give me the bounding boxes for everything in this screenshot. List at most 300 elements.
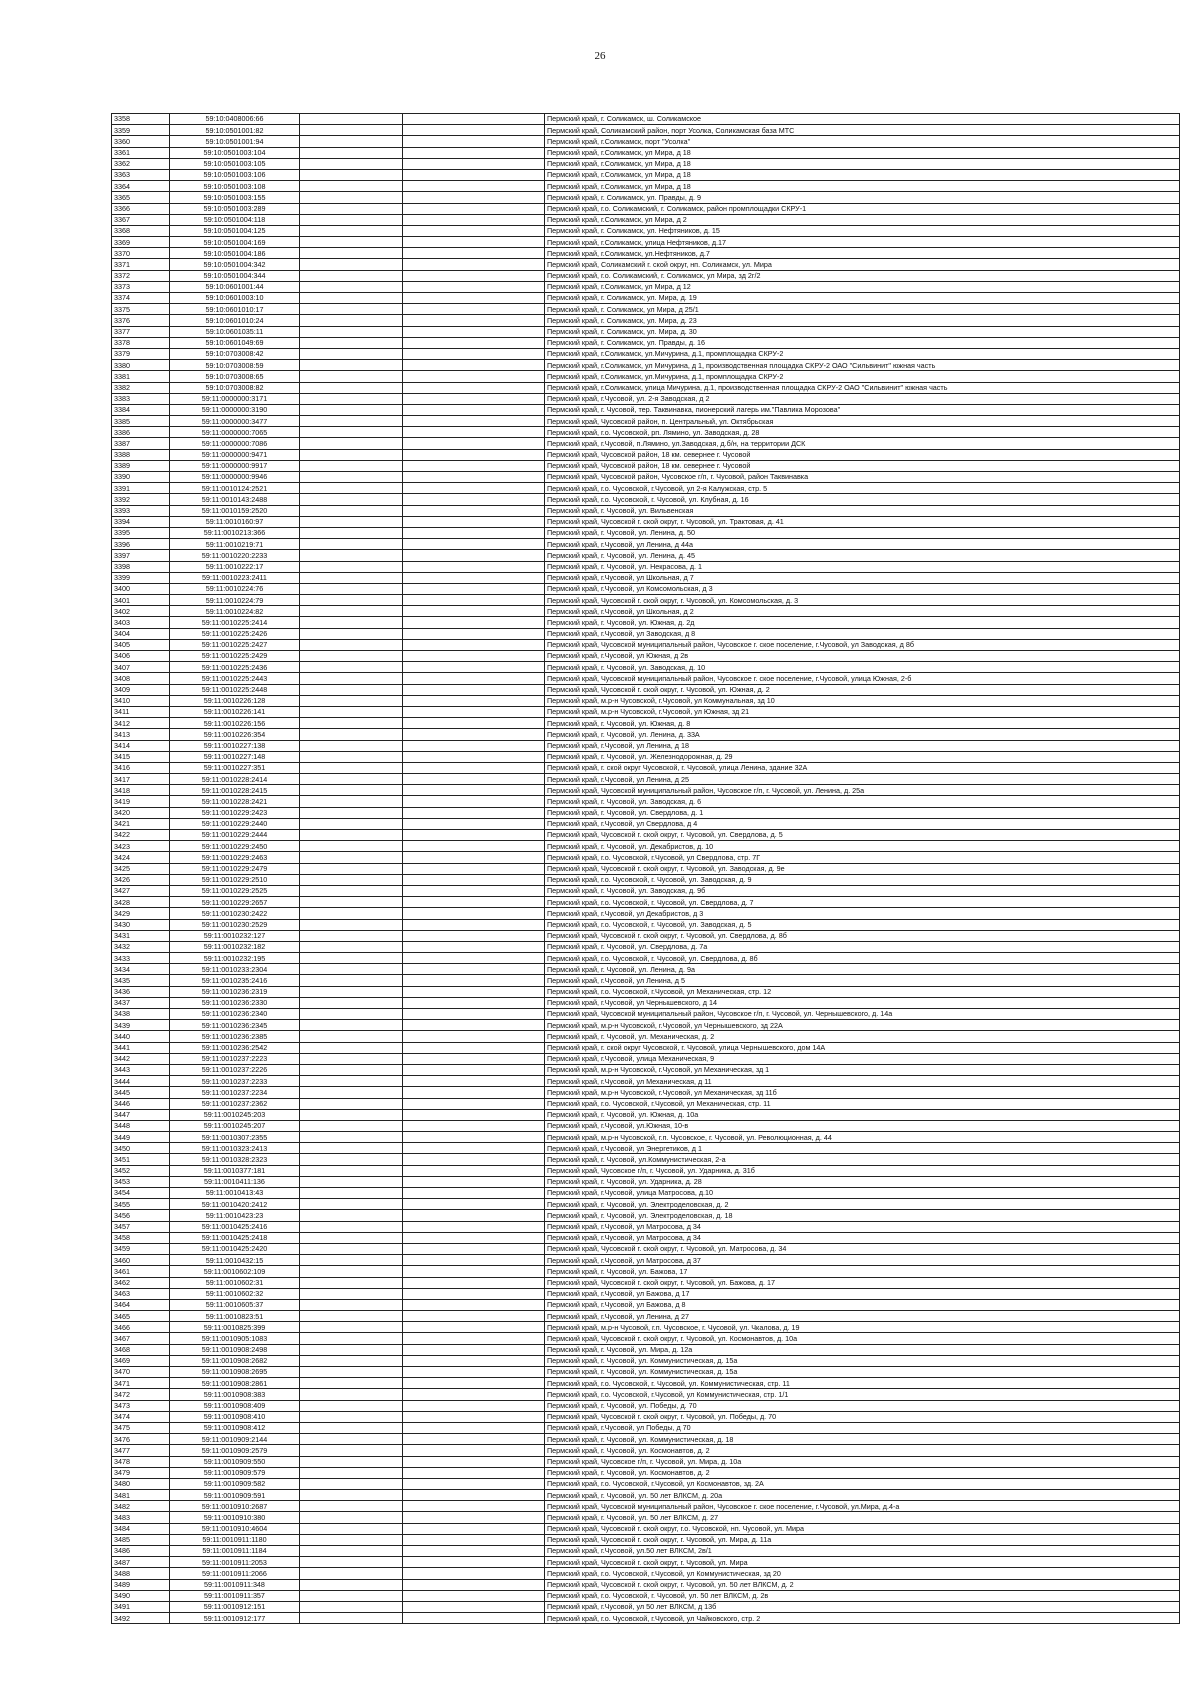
address-cell: Пермский край, г.Чусовой, ул Матросова, д 37 [545, 1255, 1180, 1266]
table-row [112, 1042, 1180, 1053]
row-number-cell: 3448 [112, 1120, 170, 1131]
row-number-cell: 3412 [112, 718, 170, 729]
table-row [112, 1579, 1180, 1590]
empty-cell [300, 114, 403, 125]
empty-cell [403, 908, 545, 919]
row-number-cell: 3360 [112, 136, 170, 147]
table-row [112, 751, 1180, 762]
address-cell: Пермский край, г.Чусовой, ул 50 лет ВЛКСМ, д 13б [545, 1601, 1180, 1612]
table-row [112, 863, 1180, 874]
table-row [112, 393, 1180, 404]
address-cell: Пермский край, г. Соликамск, ул Мира, д 25/1 [545, 304, 1180, 315]
empty-cell [403, 1378, 545, 1389]
address-cell: Пермский край, г. Чусовой, ул. Коммунистическая, д. 15а [545, 1355, 1180, 1366]
row-number-cell: 3365 [112, 192, 170, 203]
row-number-cell: 3392 [112, 494, 170, 505]
address-cell: Пермский край, г. Чусовой, ул.Коммунистическая, 2-а [545, 1154, 1180, 1165]
cadastral-number-cell: 59:11:0010908:412 [170, 1422, 300, 1433]
empty-cell [403, 1020, 545, 1031]
address-cell: Пермский край, г. Чусовой, ул. Космонавтов, д. 2 [545, 1445, 1180, 1456]
cadastral-number-cell: 59:10:0501003:105 [170, 158, 300, 169]
table-row [112, 595, 1180, 606]
empty-cell [403, 964, 545, 975]
row-number-cell: 3471 [112, 1378, 170, 1389]
empty-cell [300, 181, 403, 192]
row-number-cell: 3396 [112, 539, 170, 550]
empty-cell [403, 337, 545, 348]
address-cell: Пермский край, г. Соликамск, ул. Правды, д. 9 [545, 192, 1180, 203]
table-row [112, 651, 1180, 662]
empty-cell [403, 449, 545, 460]
empty-cell [300, 1422, 403, 1433]
address-cell: Пермский край, г.о. Чусовской, г.Чусовой, ул 2-я Калужская, стр. 5 [545, 483, 1180, 494]
row-number-cell: 3382 [112, 382, 170, 393]
cadastral-number-cell: 59:10:0501004:344 [170, 270, 300, 281]
table-row [112, 371, 1180, 382]
address-cell: Пермский край, г.о. Соликамский, г. Соликамск, ул Мира, зд 2г/2 [545, 270, 1180, 281]
table-row [112, 1243, 1180, 1254]
cadastral-number-cell: 59:11:0010909:579 [170, 1467, 300, 1478]
empty-cell [300, 1165, 403, 1176]
table-row [112, 1165, 1180, 1176]
empty-cell [403, 192, 545, 203]
table-row [112, 438, 1180, 449]
empty-cell [403, 1355, 545, 1366]
empty-cell [403, 830, 545, 841]
cadastral-number-cell: 59:11:0010232:182 [170, 941, 300, 952]
row-number-cell: 3409 [112, 684, 170, 695]
empty-cell [300, 1557, 403, 1568]
row-number-cell: 3368 [112, 225, 170, 236]
table-row [112, 874, 1180, 885]
table-row [112, 1445, 1180, 1456]
empty-cell [403, 393, 545, 404]
empty-cell [300, 1434, 403, 1445]
empty-cell [300, 1042, 403, 1053]
address-cell: Пермский край, г.о. Чусовской, г.Чусовой, ул Механическая, стр. 11 [545, 1098, 1180, 1109]
row-number-cell: 3460 [112, 1255, 170, 1266]
cadastral-number-cell: 59:11:0010223:2411 [170, 572, 300, 583]
empty-cell [403, 885, 545, 896]
table-row [112, 147, 1180, 158]
cadastral-number-cell: 59:11:0010237:2362 [170, 1098, 300, 1109]
empty-cell [403, 1277, 545, 1288]
cadastral-number-cell: 59:11:0010232:127 [170, 930, 300, 941]
table-row [112, 348, 1180, 359]
empty-cell [300, 1020, 403, 1031]
table-row [112, 1120, 1180, 1131]
cadastral-number-cell: 59:11:0010423:23 [170, 1210, 300, 1221]
row-number-cell: 3419 [112, 796, 170, 807]
empty-cell [300, 527, 403, 538]
table-row [112, 1266, 1180, 1277]
row-number-cell: 3452 [112, 1165, 170, 1176]
row-number-cell: 3458 [112, 1232, 170, 1243]
empty-cell [300, 281, 403, 292]
address-cell: Пермский край, Чусовское г/п, г. Чусовой, ул. Мира, д. 10а [545, 1456, 1180, 1467]
address-cell: Пермский край, г.Соликамск, порт "Усолка" [545, 136, 1180, 147]
address-cell: Пермский край, г.Чусовой, ул Бажова, д 8 [545, 1299, 1180, 1310]
table-row [112, 1568, 1180, 1579]
table-row [112, 1020, 1180, 1031]
empty-cell [403, 460, 545, 471]
empty-cell [300, 315, 403, 326]
empty-cell [300, 472, 403, 483]
empty-cell [403, 1534, 545, 1545]
row-number-cell: 3472 [112, 1389, 170, 1400]
cadastral-number-cell: 59:11:0010911:1184 [170, 1546, 300, 1557]
table-row [112, 975, 1180, 986]
empty-cell [300, 684, 403, 695]
empty-cell [300, 169, 403, 180]
row-number-cell: 3374 [112, 293, 170, 304]
empty-cell [403, 561, 545, 572]
cadastral-number-cell: 59:11:0010236:2542 [170, 1042, 300, 1053]
empty-cell [403, 270, 545, 281]
address-cell: Пермский край, м.р-н Чусовой, г.п. Чусовское, г. Чусовой, ул. Чкалова, д. 19 [545, 1322, 1180, 1333]
row-number-cell: 3437 [112, 997, 170, 1008]
address-cell: Пермский край, г. Соликамск, ул. Мира, д. 19 [545, 293, 1180, 304]
empty-cell [300, 908, 403, 919]
empty-cell [403, 483, 545, 494]
empty-cell [403, 1333, 545, 1344]
row-number-cell: 3490 [112, 1590, 170, 1601]
empty-cell [403, 1042, 545, 1053]
empty-cell [300, 136, 403, 147]
empty-cell [300, 1064, 403, 1075]
empty-cell [403, 416, 545, 427]
address-cell: Пермский край, г.Чусовой, ул Чернышевского, д 14 [545, 997, 1180, 1008]
row-number-cell: 3451 [112, 1154, 170, 1165]
address-cell: Пермский край, г. Чусовой, ул. Мира, д. 12а [545, 1344, 1180, 1355]
address-cell: Пермский край, г.Чусовой, ул Ленина, д 5 [545, 975, 1180, 986]
empty-cell [403, 863, 545, 874]
table-row [112, 1389, 1180, 1400]
empty-cell [403, 751, 545, 762]
cadastral-number-cell: 59:11:0010823:51 [170, 1311, 300, 1322]
table-row [112, 460, 1180, 471]
row-number-cell: 3384 [112, 404, 170, 415]
address-cell: Пермский край, г.Соликамск, ул.Нефтяников, д.7 [545, 248, 1180, 259]
row-number-cell: 3435 [112, 975, 170, 986]
row-number-cell: 3485 [112, 1534, 170, 1545]
address-cell: Пермский край, г.Чусовой, ул Бажова, д 17 [545, 1288, 1180, 1299]
table-row [112, 807, 1180, 818]
row-number-cell: 3421 [112, 818, 170, 829]
table-row [112, 852, 1180, 863]
address-cell: Пермский край, г.Чусовой, ул Школьная, д 2 [545, 606, 1180, 617]
address-cell: Пермский край, г.о. Чусовской, г. Чусовой, ул. 50 лет ВЛКСМ, д. 2в [545, 1590, 1180, 1601]
address-cell: Пермский край, г.Соликамск, ул Мичурина, д 1, производственная площадка СКРУ-2 ОАО "Сильвинит" южная часть [545, 360, 1180, 371]
row-number-cell: 3372 [112, 270, 170, 281]
empty-cell [403, 1266, 545, 1277]
cadastral-number-cell: 59:11:0010245:203 [170, 1109, 300, 1120]
table-row [112, 628, 1180, 639]
table-row [112, 527, 1180, 538]
page-number: 26 [594, 50, 606, 62]
empty-cell [403, 572, 545, 583]
table-row [112, 158, 1180, 169]
empty-cell [403, 1311, 545, 1322]
address-cell: Пермский край, г. Чусовой, ул. Электроделовская, д. 2 [545, 1199, 1180, 1210]
row-number-cell: 3381 [112, 371, 170, 382]
empty-cell [300, 214, 403, 225]
empty-cell [300, 1311, 403, 1322]
cadastral-number-cell: 59:11:0010228:2414 [170, 774, 300, 785]
empty-cell [403, 281, 545, 292]
empty-cell [300, 259, 403, 270]
table-row [112, 1176, 1180, 1187]
row-number-cell: 3450 [112, 1143, 170, 1154]
table-row [112, 740, 1180, 751]
empty-cell [403, 1601, 545, 1612]
empty-cell [403, 651, 545, 662]
cadastral-number-cell: 59:11:0010236:2345 [170, 1020, 300, 1031]
address-cell: Пермский край, г. Соликамск, ул. Мира, д. 30 [545, 326, 1180, 337]
address-cell: Пермский край, г. Чусовой, ул. Ленина, д. 50 [545, 527, 1180, 538]
empty-cell [300, 1322, 403, 1333]
empty-cell [403, 1221, 545, 1232]
table-row [112, 1512, 1180, 1523]
empty-cell [300, 651, 403, 662]
row-number-cell: 3411 [112, 706, 170, 717]
empty-cell [300, 897, 403, 908]
table-row [112, 416, 1180, 427]
row-number-cell: 3413 [112, 729, 170, 740]
row-number-cell: 3407 [112, 662, 170, 673]
address-cell: Пермский край, г.Соликамск, ул Мира, д 18 [545, 147, 1180, 158]
empty-cell [403, 1568, 545, 1579]
address-cell: Пермский край, Чусовской район, п. Центральный, ул. Октябрьская [545, 416, 1180, 427]
empty-cell [300, 762, 403, 773]
address-cell: Пермский край, г. Чусовой, ул. Железнодорожная, д. 29 [545, 751, 1180, 762]
table-row [112, 360, 1180, 371]
address-cell: Пермский край, г. Чусовой, ул. Декабристов, д. 10 [545, 841, 1180, 852]
table-row [112, 505, 1180, 516]
empty-cell [300, 628, 403, 639]
empty-cell [403, 897, 545, 908]
table-row [112, 997, 1180, 1008]
empty-cell [300, 416, 403, 427]
address-cell: Пермский край, г. Чусовой, ул. Заводская, д. 6 [545, 796, 1180, 807]
empty-cell [403, 516, 545, 527]
address-cell: Пермский край, г. Чусовой, ул. Механическая, д. 2 [545, 1031, 1180, 1042]
empty-cell [300, 1490, 403, 1501]
empty-cell [300, 516, 403, 527]
cadastral-number-cell: 59:11:0010908:2861 [170, 1378, 300, 1389]
empty-cell [403, 1120, 545, 1131]
address-cell: Пермский край, Чусовской г. ской округ, г. Чусовой, ул. Матросова, д. 34 [545, 1243, 1180, 1254]
empty-cell [403, 919, 545, 930]
cadastral-number-cell: 59:11:0010226:354 [170, 729, 300, 740]
table-row [112, 248, 1180, 259]
empty-cell [300, 248, 403, 259]
empty-cell [403, 181, 545, 192]
table-row [112, 684, 1180, 695]
empty-cell [403, 505, 545, 516]
cadastral-number-cell: 59:11:0010245:207 [170, 1120, 300, 1131]
table-row [112, 214, 1180, 225]
row-number-cell: 3457 [112, 1221, 170, 1232]
empty-cell [300, 595, 403, 606]
address-cell: Пермский край, г.Чусовой, ул Ленина, д 25 [545, 774, 1180, 785]
address-cell: Пермский край, г.о. Чусовской, г.Чусовой, ул Чайковского, стр. 2 [545, 1613, 1180, 1624]
address-cell: Пермский край, г.о. Чусовской, г. Чусовой, ул. Заводская, д. 9 [545, 874, 1180, 885]
empty-cell [403, 169, 545, 180]
cadastral-number-cell: 59:11:0010226:128 [170, 695, 300, 706]
empty-cell [403, 494, 545, 505]
address-cell: Пермский край, г.Чусовой, ул Победы, д 70 [545, 1422, 1180, 1433]
table-row [112, 1355, 1180, 1366]
address-cell: Пермский край, г.Чусовой, ул Матросова, д 34 [545, 1232, 1180, 1243]
cadastral-number-cell: 59:11:0010237:2234 [170, 1087, 300, 1098]
row-number-cell: 3423 [112, 841, 170, 852]
address-cell: Пермский край, Чусовской муниципальный район, Чусовское г/п, г. Чусовой, ул. Чернышевского, д. 14а [545, 1009, 1180, 1020]
empty-cell [403, 125, 545, 136]
empty-cell [300, 550, 403, 561]
cadastral-number-cell: 59:11:0010908:2695 [170, 1367, 300, 1378]
row-number-cell: 3432 [112, 941, 170, 952]
table-row [112, 136, 1180, 147]
row-number-cell: 3376 [112, 315, 170, 326]
empty-cell [300, 1132, 403, 1143]
cadastral-number-cell: 59:11:0010307:2355 [170, 1132, 300, 1143]
cadastral-number-cell: 59:10:0703008:82 [170, 382, 300, 393]
empty-cell [300, 494, 403, 505]
address-cell: Пермский край, г. Чусовой, ул. Ленина, д. 33А [545, 729, 1180, 740]
address-cell: Пермский край, г. Чусовой, ул. Коммунистическая, д. 15а [545, 1367, 1180, 1378]
address-cell: Пермский край, г. Чусовой, ул. Заводская, д. 10 [545, 662, 1180, 673]
cadastral-number-cell: 59:10:0601001:44 [170, 281, 300, 292]
table-row [112, 1031, 1180, 1042]
table-row [112, 293, 1180, 304]
table-row [112, 1109, 1180, 1120]
row-number-cell: 3487 [112, 1557, 170, 1568]
empty-cell [403, 136, 545, 147]
empty-cell [300, 393, 403, 404]
address-cell: Пермский край, г. Чусовой, ул. Ленина, д. 45 [545, 550, 1180, 561]
table-row [112, 281, 1180, 292]
cadastral-number-cell: 59:11:0010425:2416 [170, 1221, 300, 1232]
row-number-cell: 3370 [112, 248, 170, 259]
empty-cell [300, 1109, 403, 1120]
row-number-cell: 3436 [112, 986, 170, 997]
table-row [112, 1087, 1180, 1098]
table-row [112, 785, 1180, 796]
row-number-cell: 3473 [112, 1400, 170, 1411]
address-cell: Пермский край, г. Соликамск, ул. Нефтяников, д. 15 [545, 225, 1180, 236]
empty-cell [403, 348, 545, 359]
empty-cell [403, 740, 545, 751]
empty-cell [300, 1445, 403, 1456]
empty-cell [403, 1490, 545, 1501]
table-row [112, 1456, 1180, 1467]
empty-cell [403, 695, 545, 706]
address-cell: Пермский край, Чусовской г. ской округ, г. Чусовой, ул. Свердлова, д. 5 [545, 830, 1180, 841]
row-number-cell: 3418 [112, 785, 170, 796]
empty-cell [300, 751, 403, 762]
empty-cell [403, 1132, 545, 1143]
empty-cell [300, 293, 403, 304]
address-cell: Пермский край, г.Чусовой, ул Ленина, д 44а [545, 539, 1180, 550]
row-number-cell: 3488 [112, 1568, 170, 1579]
address-cell: Пермский край, г. Чусовой, тер. Таквинавка, пионерский лагерь им."Павлика Морозова" [545, 404, 1180, 415]
empty-cell [403, 225, 545, 236]
empty-cell [403, 539, 545, 550]
cadastral-number-cell: 59:11:0010910:380 [170, 1512, 300, 1523]
address-cell: Пермский край, Чусовской муниципальный район, Чусовское г/п, г. Чусовой, ул. Ленина, д. 25а [545, 785, 1180, 796]
empty-cell [300, 1367, 403, 1378]
empty-cell [403, 1087, 545, 1098]
cadastral-number-cell: 59:11:0010413:43 [170, 1188, 300, 1199]
empty-cell [300, 203, 403, 214]
empty-cell [403, 360, 545, 371]
cadastral-number-cell: 59:11:0010230:2422 [170, 908, 300, 919]
cadastral-number-cell: 59:10:0501003:106 [170, 169, 300, 180]
table-row [112, 897, 1180, 908]
table-row [112, 1467, 1180, 1478]
empty-cell [403, 1154, 545, 1165]
row-number-cell: 3358 [112, 114, 170, 125]
empty-cell [300, 1590, 403, 1601]
address-cell: Пермский край, г.Соликамск, ул Мира, д 18 [545, 181, 1180, 192]
empty-cell [403, 953, 545, 964]
address-cell: Пермский край, г. ской округ Чусовской, г. Чусовой, улица Ленина, здание 32А [545, 762, 1180, 773]
cadastral-number-cell: 59:11:0010229:2525 [170, 885, 300, 896]
empty-cell [300, 1378, 403, 1389]
row-number-cell: 3359 [112, 125, 170, 136]
empty-cell [403, 114, 545, 125]
row-number-cell: 3491 [112, 1601, 170, 1612]
row-number-cell: 3391 [112, 483, 170, 494]
empty-cell [403, 1590, 545, 1601]
empty-cell [300, 1143, 403, 1154]
cadastral-number-cell: 59:11:0010225:2427 [170, 639, 300, 650]
cadastral-number-cell: 59:11:0010911:2053 [170, 1557, 300, 1568]
row-number-cell: 3467 [112, 1333, 170, 1344]
cadastral-number-cell: 59:11:0010228:2415 [170, 785, 300, 796]
cadastral-number-cell: 59:11:0010912:151 [170, 1601, 300, 1612]
cadastral-number-cell: 59:11:0010225:2436 [170, 662, 300, 673]
empty-cell [300, 953, 403, 964]
empty-cell [403, 662, 545, 673]
table-row [112, 237, 1180, 248]
address-cell: Пермский край, Чусовской район, 18 км. севернее г. Чусовой [545, 460, 1180, 471]
address-cell: Пермский край, Чусовской район, Чусовское г/п, г. Чусовой, район Таквинавка [545, 472, 1180, 483]
empty-cell [300, 1176, 403, 1187]
table-row [112, 908, 1180, 919]
empty-cell [403, 762, 545, 773]
empty-cell [403, 404, 545, 415]
table-row [112, 718, 1180, 729]
row-number-cell: 3466 [112, 1322, 170, 1333]
address-cell: Пермский край, Чусовской г. ской округ, г. Чусовой, ул. Мира [545, 1557, 1180, 1568]
cadastral-number-cell: 59:11:0010908:2682 [170, 1355, 300, 1366]
empty-cell [403, 1411, 545, 1422]
empty-cell [403, 1232, 545, 1243]
empty-cell [403, 1344, 545, 1355]
cadastral-number-cell: 59:10:0703008:42 [170, 348, 300, 359]
table-row [112, 796, 1180, 807]
empty-cell [300, 1277, 403, 1288]
address-cell: Пермский край, г.Соликамск, ул.Мичурина, д.1, промплощадка СКРУ-2 [545, 348, 1180, 359]
empty-cell [300, 404, 403, 415]
cadastral-number-cell: 59:11:0010226:141 [170, 706, 300, 717]
cadastral-number-cell: 59:10:0703008:65 [170, 371, 300, 382]
empty-cell [300, 1154, 403, 1165]
row-number-cell: 3427 [112, 885, 170, 896]
address-cell: Пермский край, г.о. Чусовской, г.Чусовой, ул Коммунистическая, стр. 1/1 [545, 1389, 1180, 1400]
